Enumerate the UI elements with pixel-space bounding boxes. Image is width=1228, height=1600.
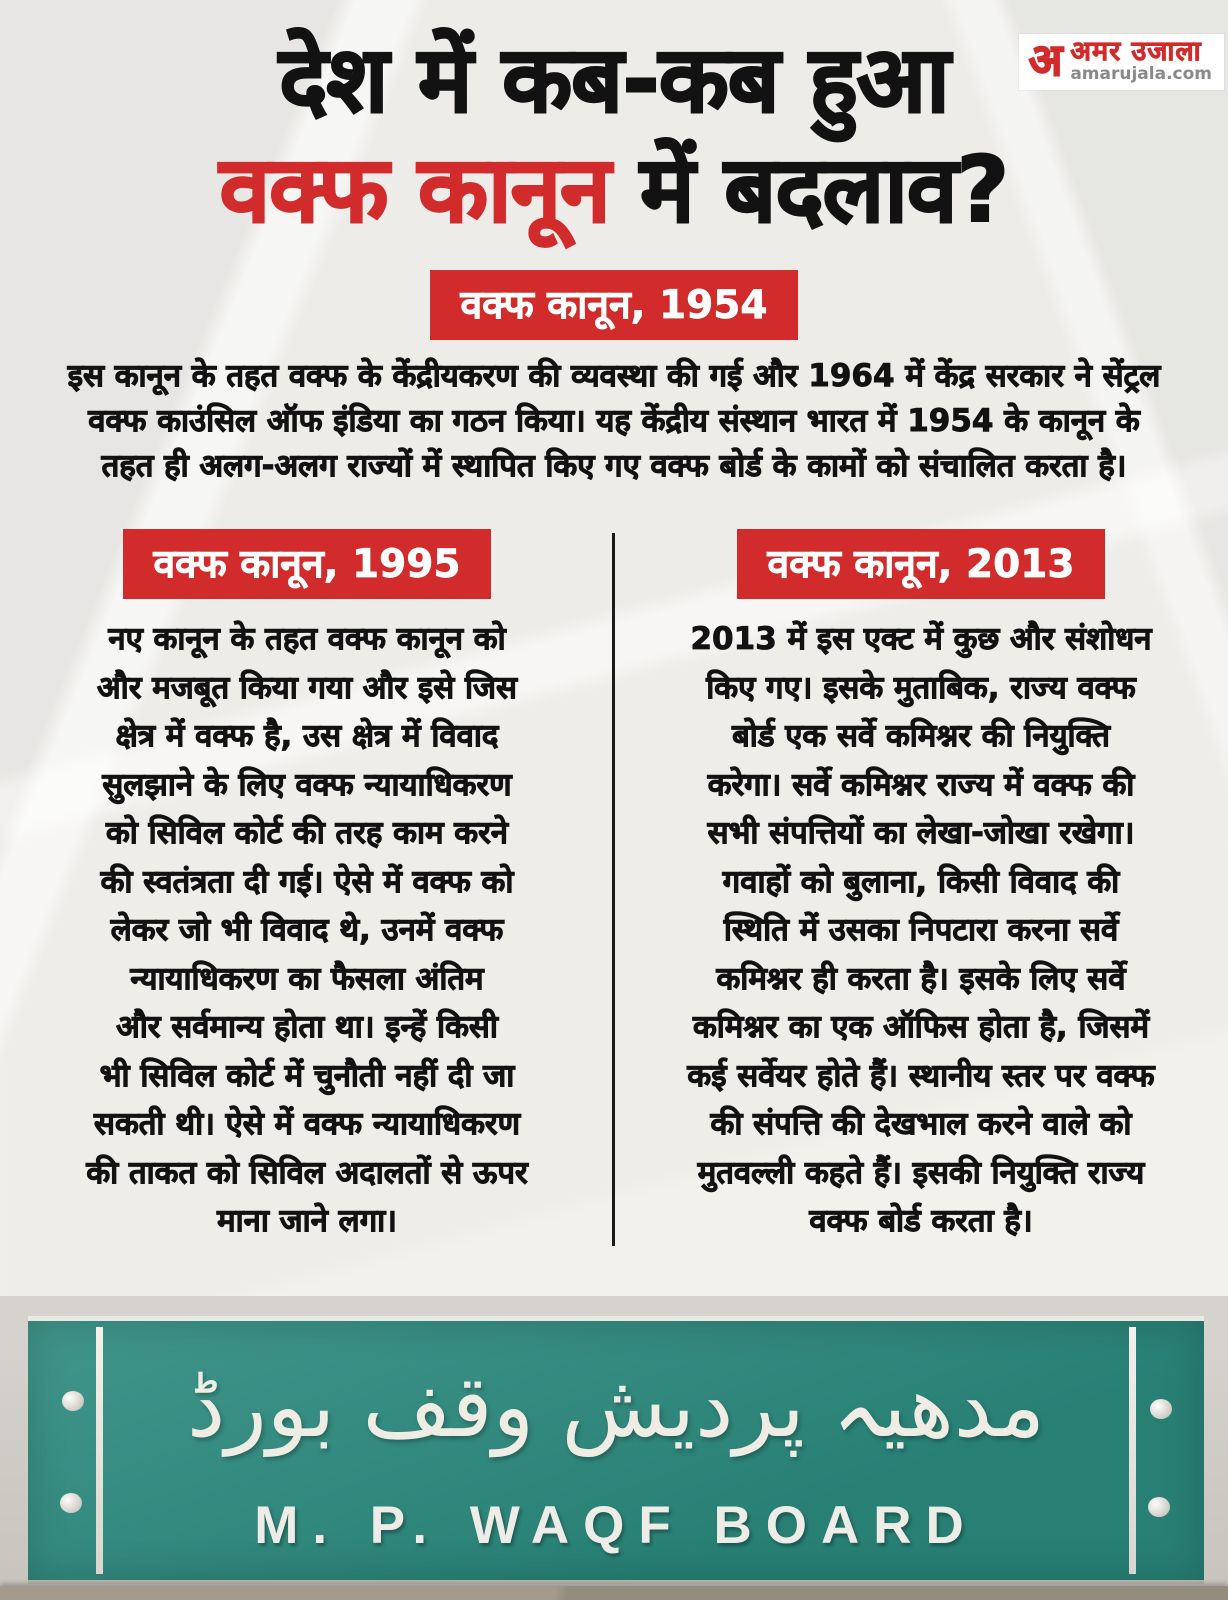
text-line: सकती थी। ऐसे में वक्फ न्यायाधिकरण <box>94 1106 520 1143</box>
badge-1954: वक्फ कानून, 1954 <box>430 270 797 340</box>
text-line: कई सर्वेयर होते हैं। स्थानीय स्तर पर वक्फ <box>687 1057 1155 1094</box>
title-line2-black: में बदलाव? <box>609 138 1009 244</box>
paragraph-2013 <box>614 615 1228 1246</box>
column-2013 <box>614 529 1228 1246</box>
intro-paragraph-1954 <box>0 354 1228 489</box>
text-line: और मजबूत किया गया और इसे जिस <box>97 669 517 706</box>
title-line2-red: वक्फ कानून <box>219 138 610 244</box>
text-line: और सर्वमान्य होता था। इन्हें किसी <box>116 1009 498 1046</box>
text-line: किए गए। इसके मुताबिक, राज्य वक्फ <box>706 669 1136 706</box>
amar-ujala-logo[interactable] <box>1019 34 1224 90</box>
bolt-icon <box>1148 1497 1170 1517</box>
sign-frame-bar-left <box>96 1327 103 1574</box>
text-line: नए कानून के तहत वक्फ कानून को <box>108 621 506 658</box>
text-line: कमिश्नर ही करता है। इसके लिए सर्वे <box>716 960 1126 997</box>
text-line: की ताकत को सिविल अदालतों से ऊपर <box>86 1154 528 1191</box>
title-line1: देश में कब-कब हुआ <box>279 28 949 133</box>
text-line: कमिश्नर का एक ऑफिस होता है, जिसमें <box>692 1009 1150 1046</box>
badge-1995: वक्फ कानून, 1995 <box>123 529 490 599</box>
text-line: न्यायाधिकरण का फैसला अंतिम <box>130 960 484 997</box>
badge-2013: वक्फ कानून, 2013 <box>737 529 1104 599</box>
badge-row-1954 <box>0 270 1228 340</box>
text-line: इस कानून के तहत वक्फ के केंद्रीयकरण की व्यवस्था की गई और 1964 में केंद्र सरकार ने सेंट्रल <box>67 358 1161 395</box>
waqf-board-photo <box>0 1296 1228 1600</box>
logo-text <box>1070 38 1212 84</box>
bolt-icon <box>62 1391 84 1411</box>
sign-frame-bar-right <box>1129 1327 1136 1574</box>
text-line: माना जाने लगा। <box>217 1203 397 1240</box>
text-line: लेकर जो भी विवाद थे, उनमें वक्फ <box>110 912 504 949</box>
column-divider <box>612 533 615 1246</box>
text-line: सभी संपत्तियों का लेखा-जोखा रखेगा। <box>707 815 1135 852</box>
sign-urdu-text: مدھیہ پردیش وقف بورڈ <box>186 1357 1046 1457</box>
bolt-icon <box>60 1493 82 1513</box>
brand-domain: amarujala.com <box>1070 64 1212 85</box>
text-line: की स्वतंत्रता दी गई। ऐसे में वक्फ को <box>100 863 514 900</box>
wall-ledge <box>0 1586 1228 1600</box>
amar-ujala-logo-icon: अ <box>1028 35 1063 87</box>
column-1995 <box>0 529 614 1246</box>
text-line: मुतवल्ली कहते हैं। इसकी नियुक्ति राज्य <box>697 1154 1145 1191</box>
text-line: करेगा। सर्वे कमिश्नर राज्य में वक्फ की <box>707 766 1135 803</box>
title-line2 <box>0 136 1228 246</box>
text-line: को सिविल कोर्ट की तरह काम करने <box>105 815 509 852</box>
law-columns <box>0 529 1228 1246</box>
text-line: वक्फ बोर्ड करता है। <box>809 1203 1033 1240</box>
text-line: सुलझाने के लिए वक्फ न्यायाधिकरण <box>102 766 512 803</box>
text-line: क्षेत्र में वक्फ है, उस क्षेत्र में विवाद <box>115 718 499 755</box>
paragraph-1995 <box>0 615 614 1246</box>
text-line: वक्फ काउंसिल ऑफ इंडिया का गठन किया। यह केंद्रीय संस्थान भारत में 1954 के कानून के <box>88 403 1140 440</box>
sign-english-text: M. P. WAQF BOARD <box>254 1496 978 1555</box>
text-line: तहत ही अलग-अलग राज्यों में स्थापित किए गए वक्फ बोर्ड के कामों को संचालित करता है। <box>101 448 1127 485</box>
bolt-icon <box>1150 1399 1172 1419</box>
waqf-board-sign <box>28 1316 1204 1584</box>
waqf-law-infographic <box>0 26 1228 1555</box>
text-line: गवाहों को बुलाना, किसी विवाद की <box>722 863 1120 900</box>
text-line: की संपत्ति की देखभाल करने वाले को <box>710 1106 1132 1143</box>
text-line: भी सिविल कोर्ट में चुनौती नहीं दी जा <box>99 1057 515 1094</box>
text-line: 2013 में इस एक्ट में कुछ और संशोधन <box>690 621 1152 658</box>
text-line: स्थिति में उसका निपटारा करना सर्वे <box>723 912 1119 949</box>
text-line: बोर्ड एक सर्वे कमिश्नर की नियुक्ति <box>732 718 1110 755</box>
brand-name: अमर उजाला <box>1070 36 1202 67</box>
